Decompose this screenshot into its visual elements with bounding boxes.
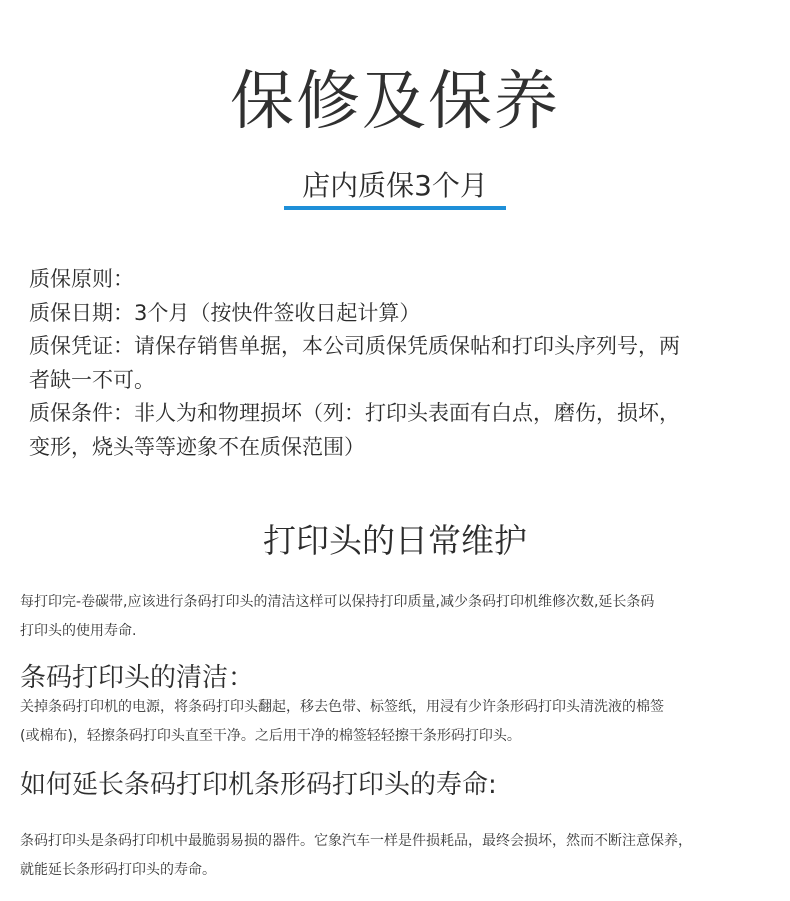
maintenance-heading: 打印头的日常维护 <box>263 521 527 560</box>
cleaning-line: 关掉条码打印机的电源，将条码打印头翻起，移去色带、标签纸，用浸有少许条形码打印头清洗液的棉签 <box>20 699 664 715</box>
lifespan-line: 条码打印头是条码打印机中最脆弱易损的器件。它象汽车一样是件损耗品，最终会损坏，然而不断注意保养， <box>20 833 692 849</box>
lifespan-paragraph <box>20 827 775 885</box>
lifespan-heading: 如何延长条码打印机条形码打印头的寿命: <box>20 770 497 800</box>
warranty-condition-line: 质保条件：非人为和物理损坏（列：打印头表面有白点，磨伤，损坏， <box>29 401 680 426</box>
subtitle-block <box>0 168 790 210</box>
cleaning-heading: 条码打印头的清洁： <box>20 663 255 693</box>
warranty-period-subtitle: 店内质保3个月 <box>284 168 506 210</box>
warranty-policy <box>29 263 769 465</box>
warranty-proof-line: 质保凭证：请保存销售单据，本公司质保凭质保帖和打印头序列号，两 <box>29 334 680 359</box>
maintenance-intro-line-cont: 打印头的使用寿命. <box>20 623 137 639</box>
maintenance-intro-line: 每打印完-卷碳带,应该进行条码打印头的清洁这样可以保持打印质量,减少条码打印机维修次数,延长条码 <box>20 594 655 610</box>
warranty-proof-line-cont: 者缺一不可。 <box>29 367 155 392</box>
cleaning-paragraph <box>20 693 775 751</box>
lifespan-line-cont: 就能延长条形码打印头的寿命。 <box>20 862 216 878</box>
warranty-date-line: 质保日期：3个月（按快件签收日起计算） <box>29 300 421 325</box>
page-title: 保修及保养 <box>230 65 560 139</box>
maintenance-intro <box>20 588 775 646</box>
warranty-condition-line-cont: 变形，烧头等等迹象不在质保范围） <box>29 434 365 459</box>
cleaning-line-cont: (或棉布)，轻擦条码打印头直至干净。之后用干净的棉签轻轻擦干条形码打印头。 <box>20 728 521 744</box>
warranty-principle-label: 质保原则： <box>29 267 134 291</box>
